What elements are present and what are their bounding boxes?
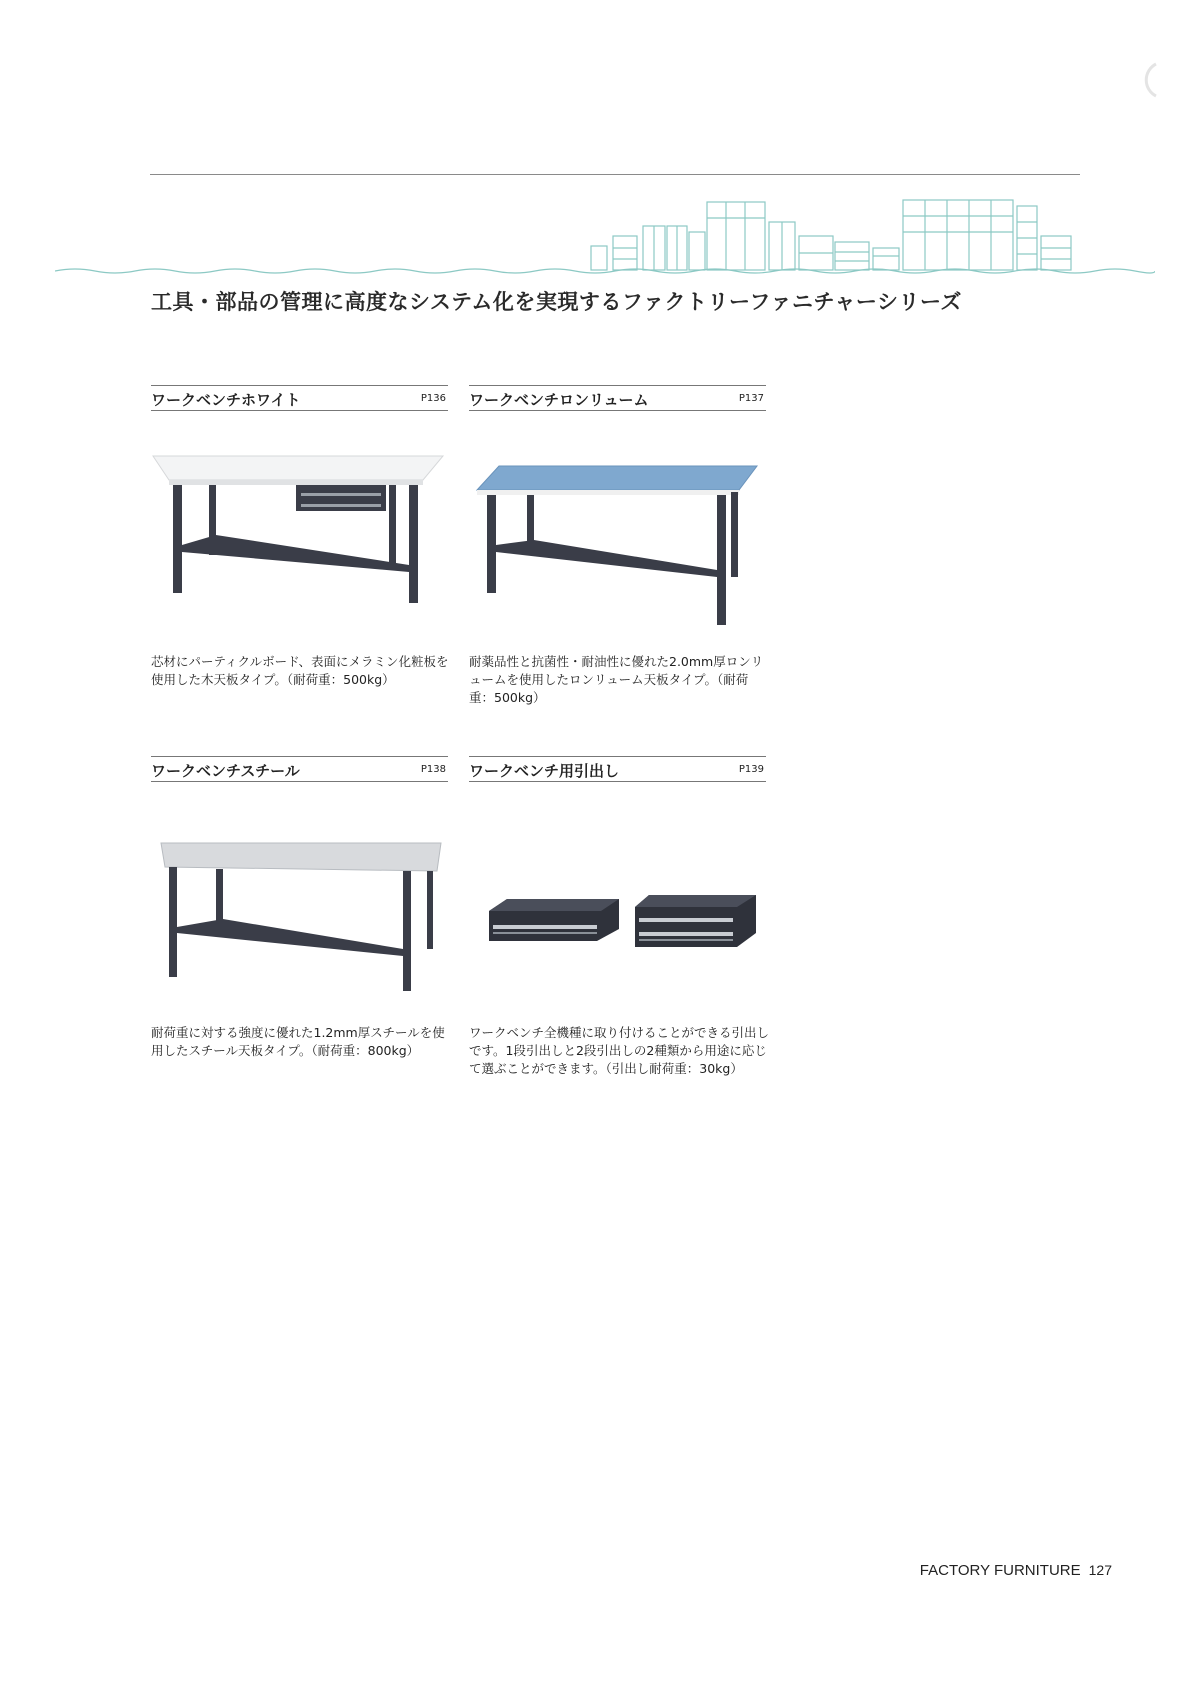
- card-page-ref: P138: [420, 764, 446, 775]
- page-footer: [920, 1562, 1112, 1579]
- product-card-workbench-drawers: [469, 756, 770, 1076]
- top-rule: [150, 174, 1080, 175]
- card-page-ref: P139: [738, 764, 764, 775]
- card-header: [469, 385, 766, 411]
- card-header: [469, 756, 766, 782]
- workbench-lonrium-image: [469, 430, 766, 630]
- workbench-drawers-image: [469, 801, 766, 1001]
- cabinet-skyline-illustration: [55, 196, 1155, 276]
- card-title: ワークベンチ用引出し: [469, 762, 620, 780]
- card-title: ワークベンチスチール: [151, 762, 300, 780]
- product-card-workbench-white: [151, 385, 449, 687]
- product-card-workbench-lonrium: [469, 385, 766, 705]
- card-description: ワークベンチ全機種に取り付けることができる引出しです。1段引出しと2段引出しの2種類から用途に応じて選ぶことができます。（引出し耐荷重：30kg）: [469, 1025, 770, 1076]
- card-title: ワークベンチロンリューム: [469, 391, 649, 409]
- workbench-white-image: [151, 430, 448, 630]
- card-description: 耐荷重に対する強度に優れた1.2mm厚スチールを使用したスチール天板タイプ。（耐荷重：800kg）: [151, 1025, 445, 1058]
- footer-section-label: FACTORY FURNITURE: [919, 1562, 1081, 1579]
- card-page-ref: P137: [738, 393, 764, 404]
- page-headline: 工具・部品の管理に高度なシステム化を実現するファクトリーファニチャーシリーズ: [151, 290, 962, 314]
- card-page-ref: P136: [420, 393, 446, 404]
- card-header: [151, 756, 448, 782]
- card-title: ワークベンチホワイト: [151, 391, 301, 409]
- product-card-workbench-steel: [151, 756, 448, 1058]
- workbench-steel-image: [151, 801, 448, 1001]
- page-corner-arc: [1134, 60, 1174, 100]
- card-header: [151, 385, 448, 411]
- page-number: 127: [1088, 1562, 1112, 1578]
- card-description: 耐薬品性と抗菌性・耐油性に優れた2.0mm厚ロンリュームを使用したロンリューム天板タイプ。（耐荷重：500kg）: [469, 654, 764, 705]
- card-description: 芯材にパーティクルボード、表面にメラミン化粧板を使用した木天板タイプ。（耐荷重：500kg）: [151, 654, 449, 687]
